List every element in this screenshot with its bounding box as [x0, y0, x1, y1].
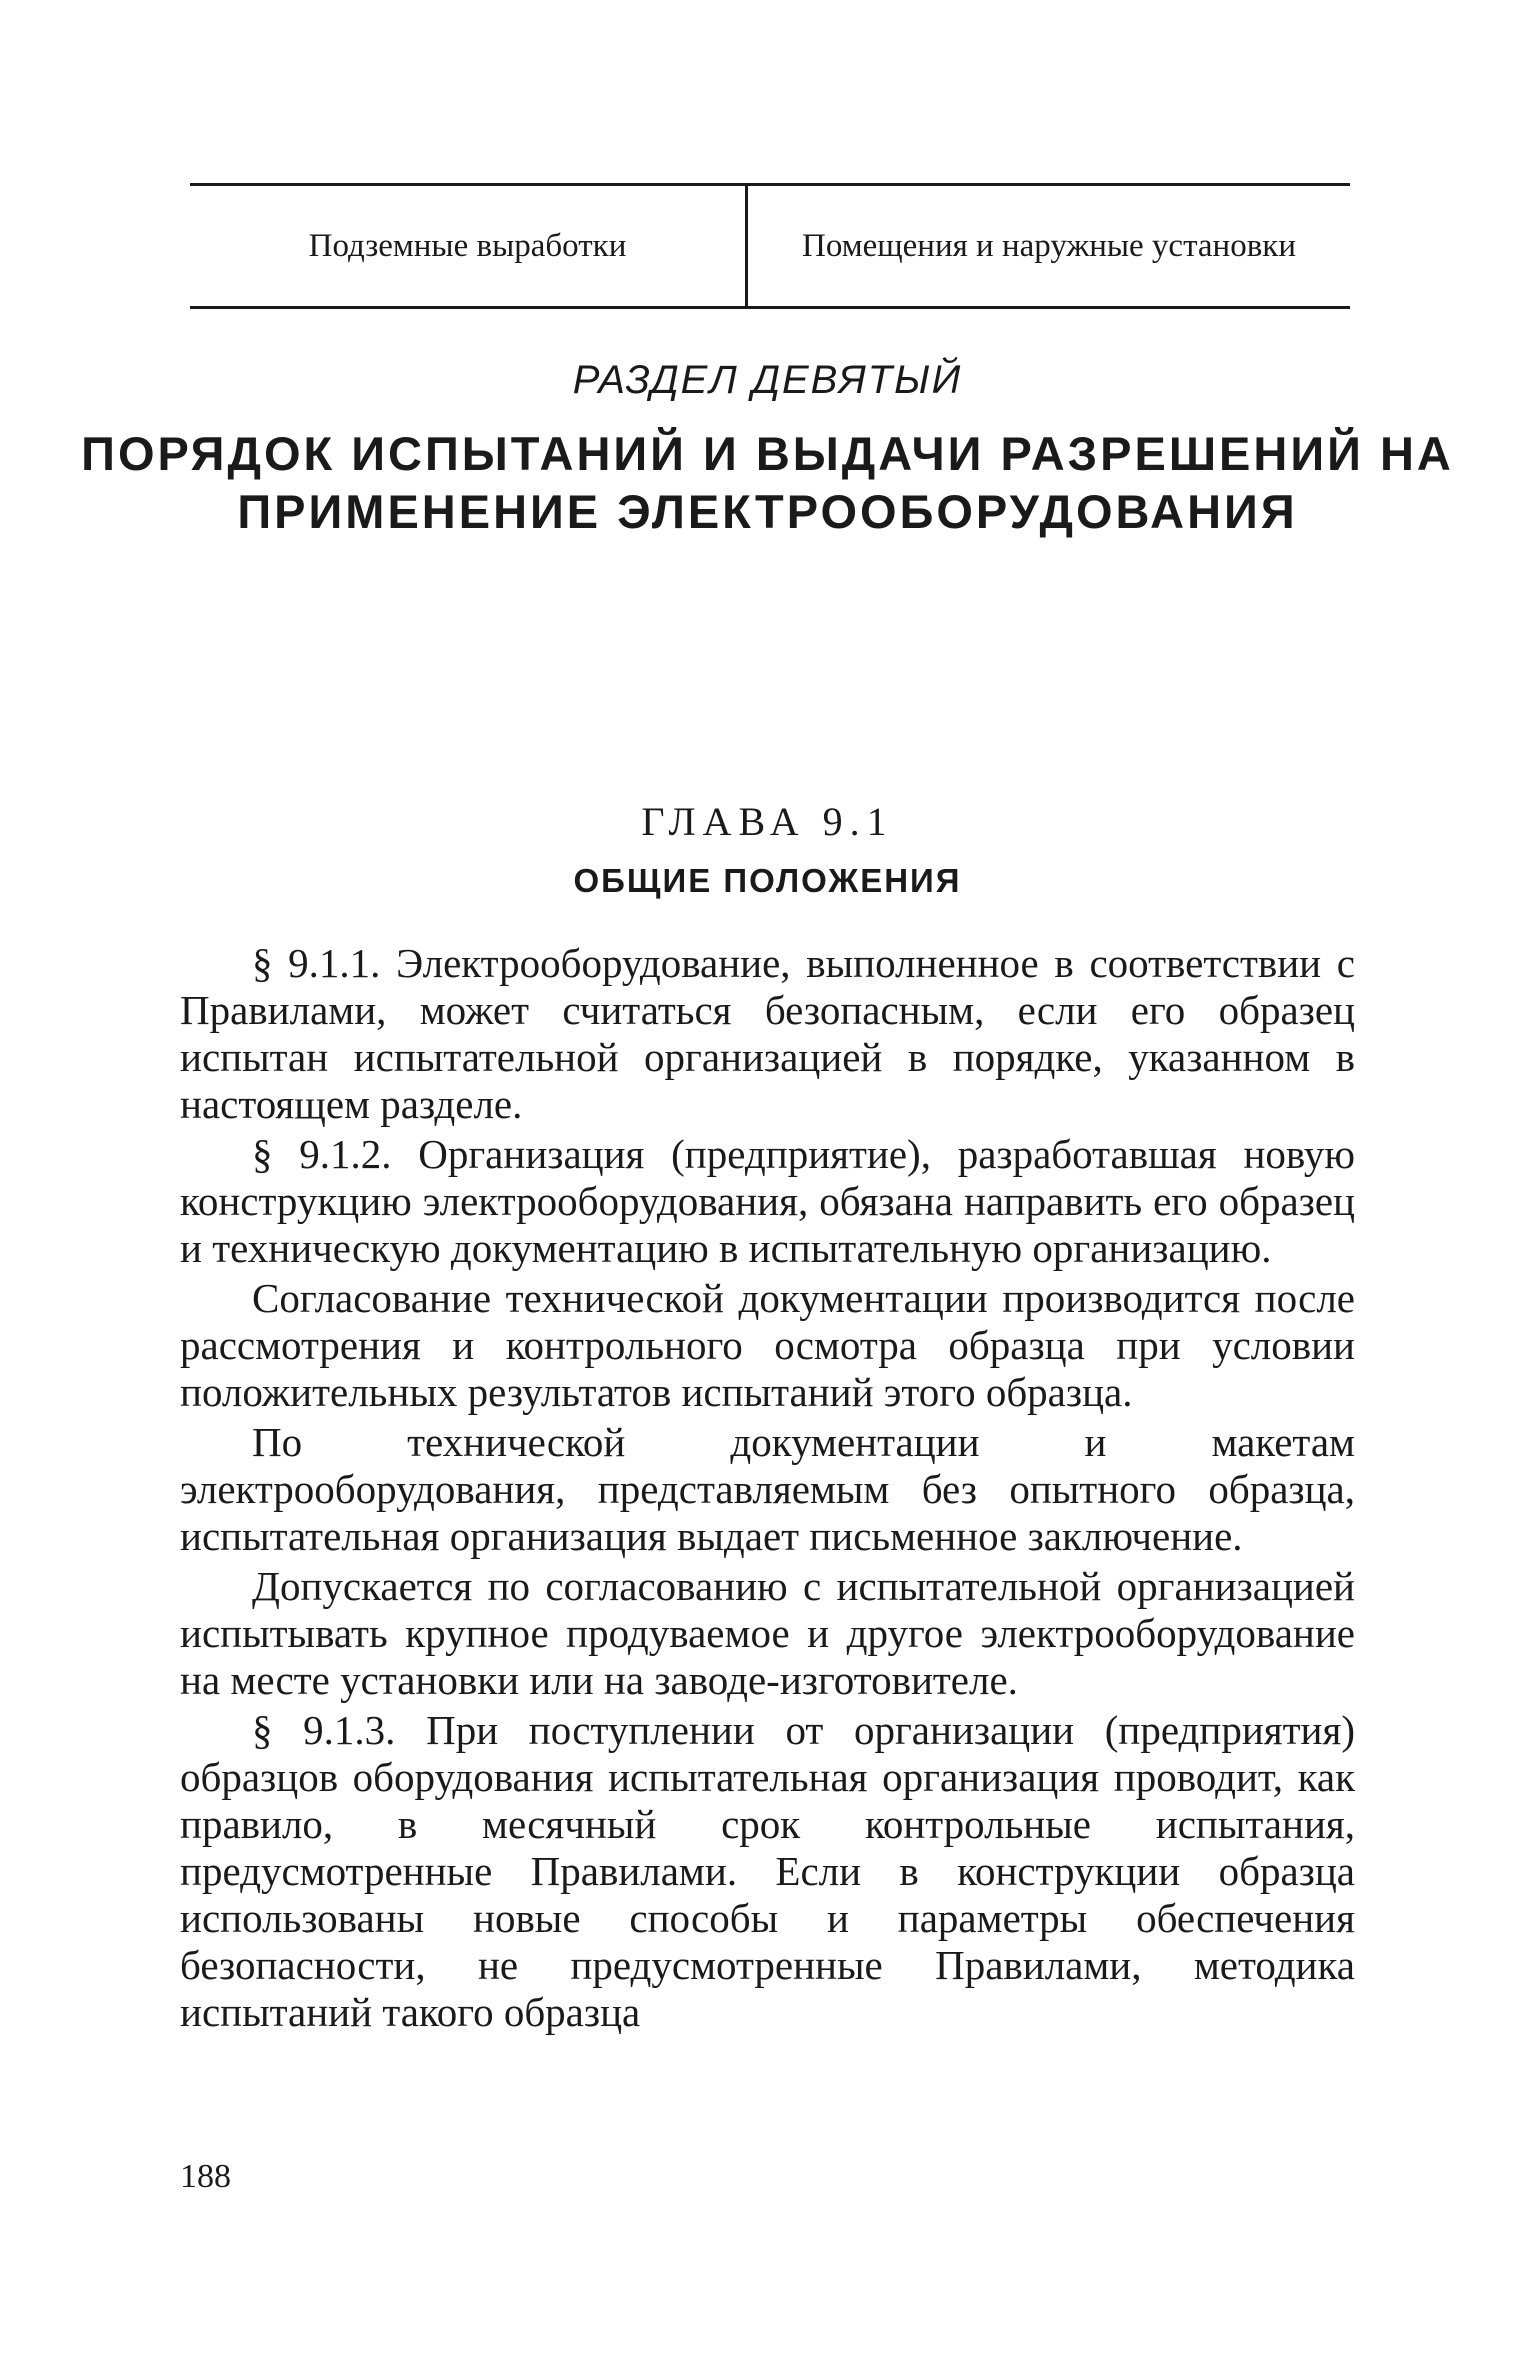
section-title-text: ПОРЯДОК ИСПЫТАНИЙ И ВЫДАЧИ РАЗРЕШЕНИЙ НА ПРИМЕНЕНИЕ ЭЛЕКТРООБОРУДОВАНИЯ [81, 427, 1454, 538]
chapter-label: ГЛАВА 9.1 [641, 799, 894, 844]
section-label: РАЗДЕЛ ДЕВЯТЫЙ [572, 358, 963, 402]
paragraph-mockups: По технической документации и макетам электрооборудования, представляемым без опытного образца, испытательная организация выдает письменное заключение. [180, 1419, 1355, 1559]
paragraph-9-1-2: § 9.1.2. Организация (предприятие), разработавшая новую конструкцию электрооборудования, обязана направить его образец и техническую документацию в испытательную организацию. [180, 1131, 1355, 1271]
paragraph-approval: Согласование технической документации производится после рассмотрения и контрольного осмотра образца при условии положительных результатов испытаний этого образца. [180, 1275, 1355, 1415]
header-right-cell: Помещения и наружные установки [802, 227, 1296, 264]
body-text [180, 940, 1355, 2039]
page-number: 188 [180, 2158, 231, 2195]
chapter-title: ОБЩИЕ ПОЛОЖЕНИЯ [573, 862, 962, 899]
section-title [0, 425, 1535, 541]
header-left-cell: Подземные выработки [190, 186, 748, 306]
paragraph-onsite-testing: Допускается по согласованию с испытательной организацией испытывать крупное продуваемое и другое электрооборудование на месте установки или на заводе-изготовителе. [180, 1563, 1355, 1703]
paragraph-9-1-1: § 9.1.1. Электрооборудование, выполненное в соответствии с Правилами, может считаться безопасным, если его образец испытан испытательной организацией в порядке, указанном в настоящем разделе. [180, 940, 1355, 1127]
running-header-table [190, 183, 1350, 309]
paragraph-9-1-3: § 9.1.3. При поступлении от организации (предприятия) образцов оборудования испытательная организация проводит, как правило, в месячный срок контрольные испытания, предусмотренные Правилами. Если в конструкции образца использованы новые способы и параметры обеспечения безопасности, не предусмотренные Правилами, методика испытаний такого образца [180, 1707, 1355, 2035]
